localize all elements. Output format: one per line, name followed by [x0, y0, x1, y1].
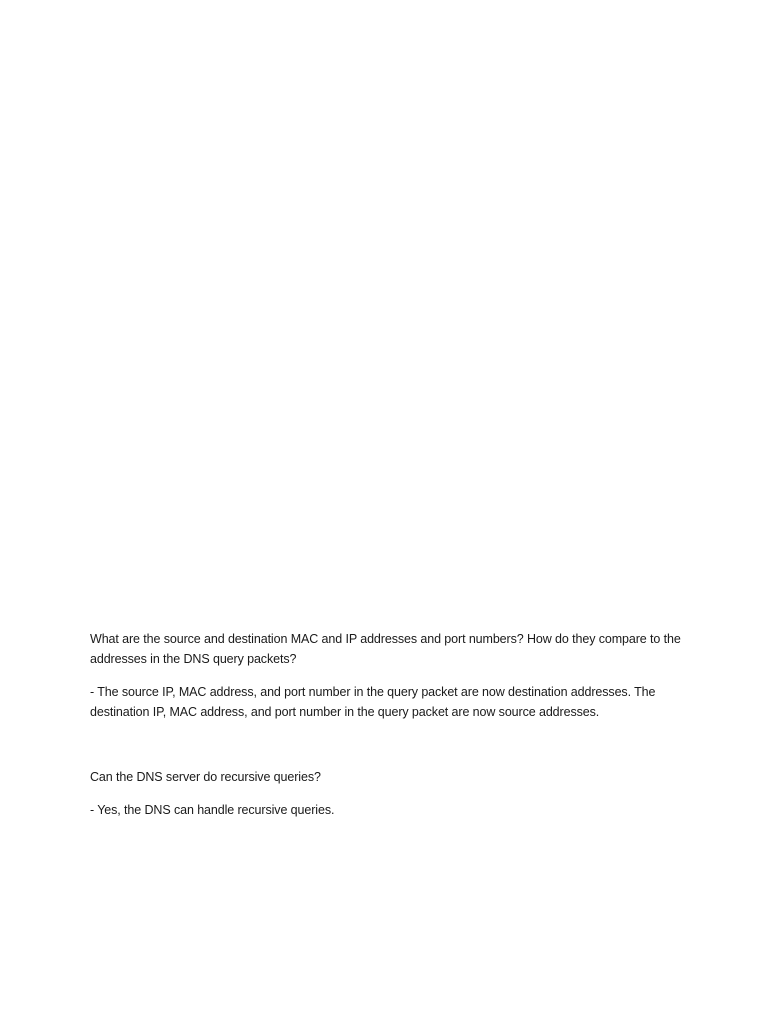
answer-recursive: - Yes, the DNS can handle recursive queries. — [90, 803, 335, 817]
question-addresses: What are the source and destination MAC and IP addresses and port numbers? How do they compare to the addresses in the DNS query packets? — [90, 632, 681, 666]
document-body — [90, 629, 690, 820]
question-recursive: Can the DNS server do recursive queries? — [90, 770, 321, 784]
answer-addresses: - The source IP, MAC address, and port number in the query packet are now destination addresses. The destination IP, MAC address, and port number in the query packet are now source addresses. — [90, 685, 656, 719]
